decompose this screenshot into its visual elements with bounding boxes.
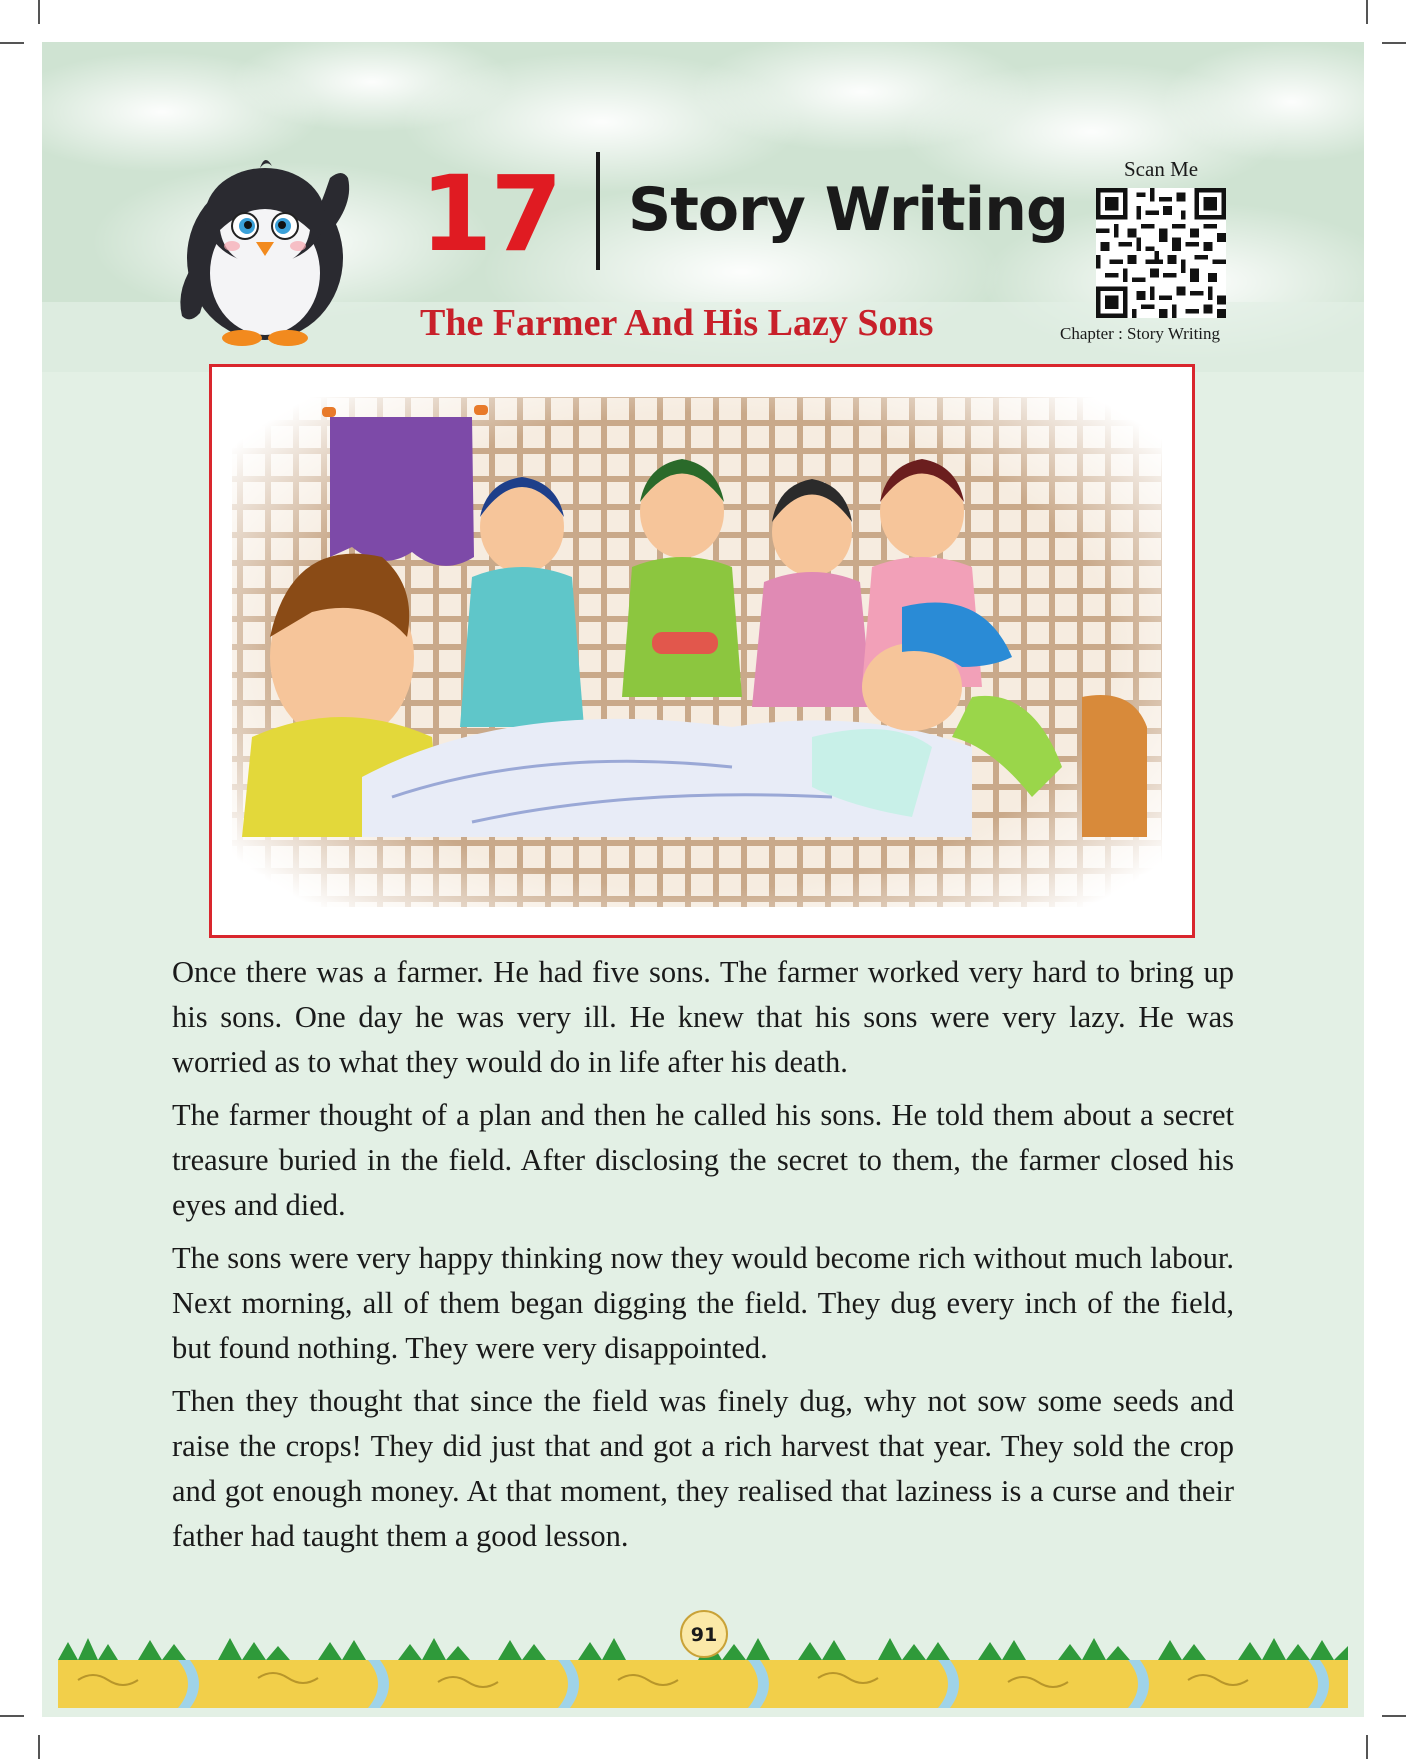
qr-caption: Chapter : Story Writing <box>1060 324 1221 343</box>
story-illustration <box>209 364 1195 938</box>
story-paragraph: Then they thought that since the field was finely dug, why not sow some seeds and raise the crops! They did just that and got a rich harvest that year. They sold the crop and got enough money. At that moment, they realised that laziness is a curse and their father had taught them a good lesson. <box>172 1384 1234 1553</box>
scan-me-label: Scan Me <box>1124 157 1199 181</box>
qr-code-icon[interactable] <box>1096 188 1226 318</box>
story-title: The Farmer And His Lazy Sons <box>420 302 934 344</box>
chapter-title: Story Writing <box>628 175 1068 245</box>
penguin-mascot-icon <box>170 138 360 348</box>
story-paragraph: Once there was a farmer. He had five sons. The farmer worked very hard to bring up his sons. One day he was very ill. He knew that his sons were very lazy. He was worried as to what they would do in life after his death. <box>172 955 1234 1079</box>
story-text <box>172 950 1234 1567</box>
page-number: 91 <box>680 1610 728 1658</box>
farmer-and-sons-illustration <box>212 367 1192 935</box>
chapter-number: 17 <box>420 153 561 275</box>
story-paragraph: The farmer thought of a plan and then he called his sons. He told them about a secret treasure buried in the field. After disclosing the secret to them, the farmer closed his eyes and died. <box>172 1098 1234 1222</box>
title-divider <box>596 152 600 270</box>
story-paragraph: The sons were very happy thinking now they would become rich without much labour. Next morning, all of them began digging the field. They dug every inch of the field, but found nothing. They were very disappointed. <box>172 1241 1234 1365</box>
